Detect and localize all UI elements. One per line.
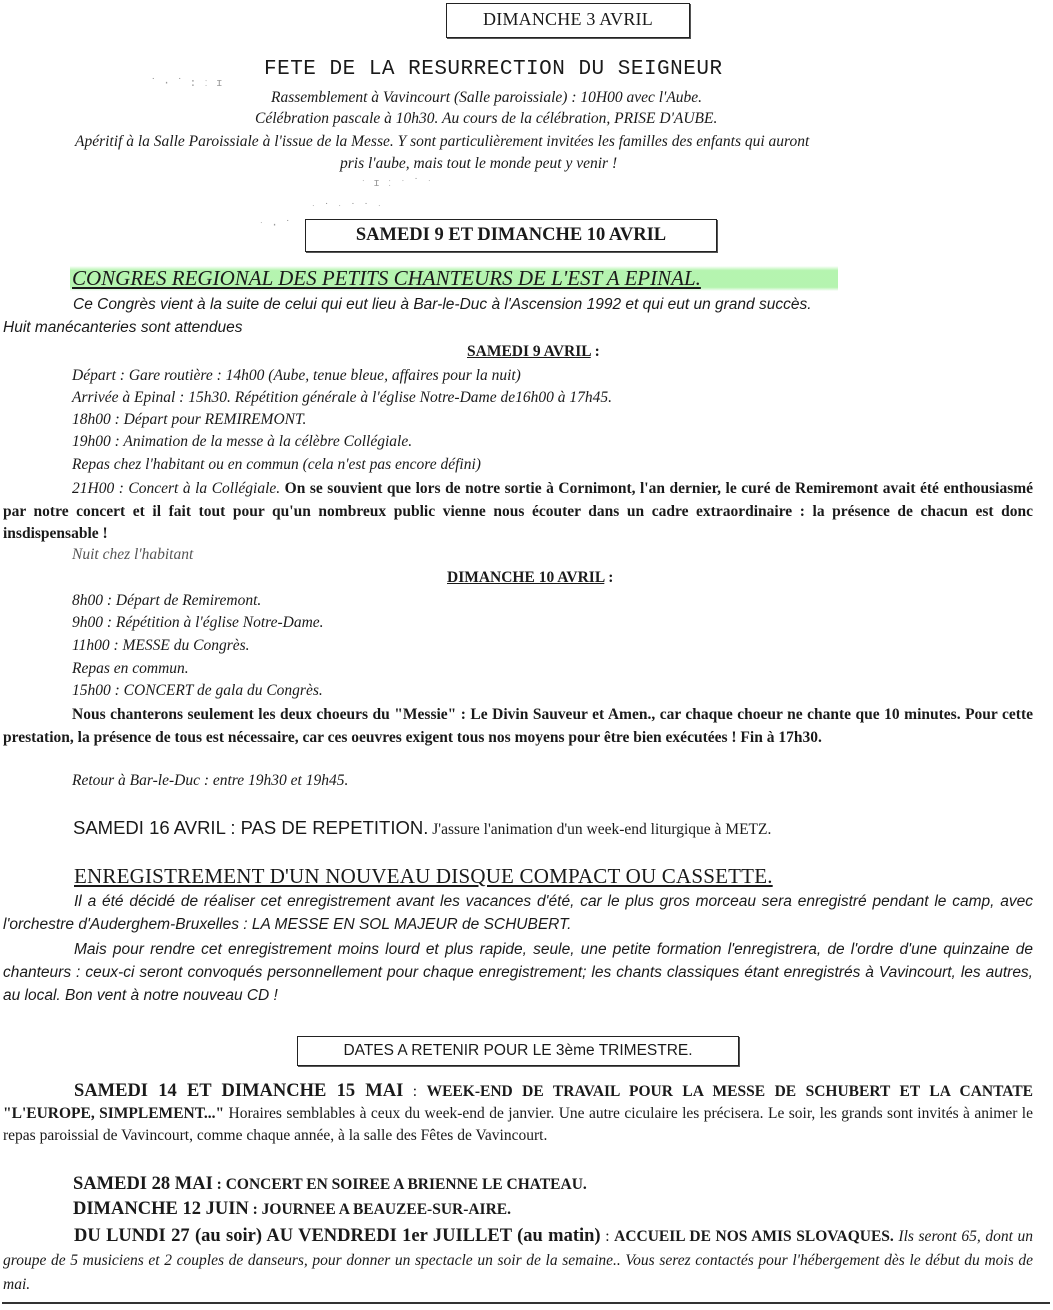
resurrection-line-4: pris l'aube, mais tout le monde peut y venir ! <box>340 155 618 172</box>
resurrection-title: FETE DE LA RESURRECTION DU SEIGNEUR <box>264 58 723 81</box>
dimanche-item: 8h00 : Départ de Remiremont. <box>72 592 262 609</box>
dimanche-item: 11h00 : MESSE du Congrès. <box>72 637 250 654</box>
samedi-item: Départ : Gare routière : 14h00 (Aube, tenue bleue, affaires pour la nuit) <box>72 367 521 384</box>
samedi-16-avril-row <box>73 817 771 839</box>
jun-27-event: ACCUEIL DE NOS AMIS SLOVAQUES. <box>614 1228 894 1245</box>
date-box-samedi-9-dimanche-10 <box>305 219 717 252</box>
samedi-item: Repas chez l'habitant ou en commun (cela n'est pas encore défini) <box>72 456 481 473</box>
dimanche-heading: DIMANCHE 10 AVRIL <box>447 569 605 586</box>
concert-time: 21H00 : Concert à la Collégiale. <box>72 480 281 497</box>
jun-12-date: DIMANCHE 12 JUIN <box>73 1199 249 1219</box>
resurrection-line-2: Célébration pascale à 10h30. Au cours de la célébration, PRISE D'AUBE. <box>255 110 718 127</box>
scan-noise: ˙ · ˙ : ː ɪ <box>150 78 223 90</box>
concert-collegiale-paragraph <box>3 478 1033 546</box>
enregistrement-para-1: Il a été décidé de réaliser cet enregistrement avant les vacances d'été, car le plus gros morceau sera enregistré pendant le camp, avec l'orchestre d'Auderghem-Bruxelles : LA MESSE EN SOL MAJEUR de SCHUBERT. <box>3 893 1033 933</box>
may-14-date: SAMEDI 14 ET DIMANCHE 15 MAI <box>74 1081 404 1101</box>
resurrection-line-3: Apéritif à la Salle Paroissiale à l'issue de la Messe. Y sont particulièrement invitées les familles des enfants qui auront <box>75 133 810 150</box>
scan-noise: ˑ ɪ ː ˑ ˙ ˑ <box>360 178 433 190</box>
scan-noise: ˑ ˙ ˑ ˙ ˙ ˑ <box>310 203 383 215</box>
dimanche-item: Repas en commun. <box>72 660 189 677</box>
samedi-item: 19h00 : Animation de la messe à la célèbre Collégiale. <box>72 433 413 450</box>
dates-a-retenir-text: DATES A RETENIR POUR LE 3ème TRIMESTRE. <box>343 1042 693 1059</box>
date-box-text: DIMANCHE 3 AVRIL <box>483 9 653 29</box>
jun-12-row <box>73 1199 511 1220</box>
samedi-heading: SAMEDI 9 AVRIL <box>467 343 591 360</box>
dimanche-heading-colon: : <box>608 569 614 586</box>
samedi-heading-row <box>467 343 600 361</box>
jun-12-event: : JOURNEE A BEAUZEE-SUR-AIRE. <box>248 1201 512 1218</box>
date-box-dimanche-3-avril <box>446 3 690 38</box>
congres-heading: CONGRES REGIONAL DES PETITS CHANTEURS DE L'EST A EPINAL. <box>70 266 838 291</box>
may-14-details: Horaires semblables à ceux du week-end de janvier. Une autre ciculaire les précisera. Le soir, les grands sont invités à animer le repas paroissial de Vavincourt, comme chaque année, à la salle des Fêtes de Vavincourt. <box>3 1105 1033 1144</box>
may-28-row <box>73 1174 587 1195</box>
enregistrement-heading: ENREGISTREMENT D'UN NOUVEAU DISQUE COMPACT OU CASSETTE. <box>74 864 773 888</box>
samedi-16-avril-note: J'assure l'animation d'un week-end liturgique à METZ. <box>432 821 772 838</box>
samedi-heading-colon: : <box>594 343 600 360</box>
date-box-text: SAMEDI 9 ET DIMANCHE 10 AVRIL <box>355 225 667 245</box>
jun-27-paragraph <box>3 1224 1033 1297</box>
concert-description: On se souvient que lors de notre sortie à Cornimont, l'an dernier, le curé de Remiremont avait été enthousiasmé par notre concert et il fait tout pour qu'un nombreux public vienne nous écouter dans un cadre extraordinaire : la présence de chacun est donc insdispensable ! <box>3 480 1034 542</box>
may-14-paragraph <box>3 1080 1033 1147</box>
samedi-16-avril-heading: SAMEDI 16 AVRIL : PAS DE REPETITION. <box>73 817 429 838</box>
may-28-event: : CONCERT EN SOIREE A BRIENNE LE CHATEAU. <box>212 1176 587 1193</box>
enregistrement-para-2: Mais pour rendre cet enregistrement moins lourd et plus rapide, seule, une petite formation l'enregistrera, de l'ordre d'une quinzaine de chanteurs : ceux-ci seront convoqués personnellement pour chaque enregistrement; les chants classiques étant enregistrés à Vavincourt, les autres, au local. Bon vent à notre nouveau CD ! <box>3 941 1033 1004</box>
congres-intro-1: Ce Congrès vient à la suite de celui qui eut lieu à Bar-le-Duc à l'Ascension 1992 et qui eut un grand succès. <box>73 296 812 313</box>
samedi-item: 18h00 : Départ pour REMIREMONT. <box>72 411 307 428</box>
dimanche-item: 9h00 : Répétition à l'église Notre-Dame. <box>72 614 324 631</box>
may-28-date: SAMEDI 28 MAI <box>73 1174 213 1194</box>
nuit-chez-habitant: Nuit chez l'habitant <box>72 546 194 563</box>
dimanche-item: 15h00 : CONCERT de gala du Congrès. <box>72 682 323 699</box>
samedi-item: Arrivée à Epinal : 15h30. Répétition générale à l'église Notre-Dame de16h00 à 17h45. <box>72 389 612 406</box>
jun-27-details: Ils seront 65, dont un groupe de 5 musiciens et 2 couples de danseurs, pour donner un spectacle un soir de la semaine.. Vous serez contactés pour l'hébergement dès le début du mois de mai. <box>3 1228 1034 1293</box>
scan-noise: ˑ · ˙ <box>258 220 292 232</box>
jun-27-date: DU LUNDI 27 (au soir) AU VENDREDI 1er JUILLET (au matin) <box>74 1226 601 1246</box>
messie-paragraph: Nous chanterons seulement les deux choeurs du "Messie" : Le Divin Sauveur et Amen., car chaque choeur ne chante que 10 minutes. Pour cette prestation, la présence de tous est nécessaire, car ces oeuvres exigent tous nos moyens pour être bien exécutées ! Fin à 17h30. <box>3 706 1033 746</box>
congres-intro-2: Huit manécanteries sont attendues <box>3 319 243 336</box>
bottom-rule <box>2 1302 1050 1304</box>
may-14-event: WEEK-END DE TRAVAIL POUR LA MESSE DE SCHUBERT ET LA CANTATE "L'EUROPE, SIMPLEMENT..." <box>3 1083 1033 1122</box>
jun-27-colon: : <box>600 1228 615 1245</box>
dimanche-heading-row <box>447 569 613 587</box>
resurrection-line-1: Rassemblement à Vavincourt (Salle paroissiale) : 10H00 avec l'Aube. <box>271 89 703 106</box>
retour-bar-le-duc: Retour à Bar-le-Duc : entre 19h30 et 19h45. <box>72 772 349 789</box>
may-14-colon: : <box>403 1083 427 1100</box>
dates-a-retenir-box <box>297 1036 739 1066</box>
